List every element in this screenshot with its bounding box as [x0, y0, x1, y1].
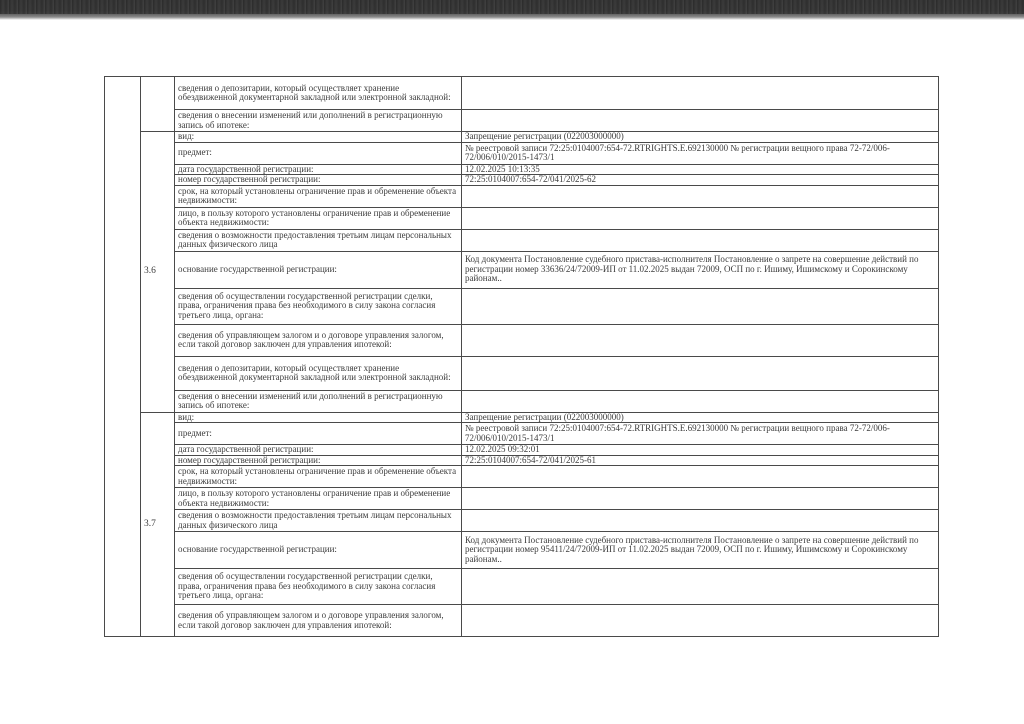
table-row	[105, 390, 939, 412]
table-row	[105, 488, 939, 510]
field-label: срок, на который установлены ограничение прав и обременение объекта недвижимости:	[175, 185, 462, 207]
field-label: срок, на который установлены ограничение прав и обременение объекта недвижимости:	[175, 466, 462, 488]
table-row	[105, 251, 939, 288]
table-row	[105, 132, 939, 143]
field-value	[462, 207, 939, 229]
field-value: 72:25:0104007:654-72/041/2025-61	[462, 455, 939, 466]
table-row	[105, 466, 939, 488]
scan-edge-strip	[0, 0, 1024, 14]
table-row	[105, 110, 939, 132]
table-row	[105, 324, 939, 356]
field-label: лицо, в пользу которого установлены ограничение прав и обременение объекта недвижимости:	[175, 488, 462, 510]
field-label: лицо, в пользу которого установлены ограничение прав и обременение объекта недвижимости:	[175, 207, 462, 229]
field-label: сведения о возможности предоставления третьим лицам персональных данных физического лица	[175, 229, 462, 251]
field-label: номер государственной регистрации:	[175, 455, 462, 466]
field-value	[462, 390, 939, 412]
field-value: Код документа Постановление судебного пристава-исполнителя Постановление о запрете на совершение действий по регистрации номер 95411/24/72009-ИП от 11.02.2025 выдан 72009, ОСП по г. Ишиму, Ишимскому и Сорокинскому районам..	[462, 532, 939, 569]
field-value	[462, 605, 939, 637]
table-row	[105, 532, 939, 569]
field-label: предмет:	[175, 423, 462, 445]
outer-margin-cell	[105, 77, 141, 637]
table-row	[105, 445, 939, 456]
table-row	[105, 185, 939, 207]
field-label: основание государственной регистрации:	[175, 251, 462, 288]
field-value	[462, 466, 939, 488]
field-label: предмет:	[175, 142, 462, 164]
table-row	[105, 288, 939, 324]
field-label: сведения об осуществлении государственной регистрации сделки, права, ограничения права без необходимого в силу закона согласия третьего лица, органа:	[175, 569, 462, 605]
field-label: дата государственной регистрации:	[175, 445, 462, 456]
table-row	[105, 423, 939, 445]
table-row	[105, 77, 939, 110]
field-value: 72:25:0104007:654-72/041/2025-62	[462, 175, 939, 186]
table-row	[105, 164, 939, 175]
field-value: № реестровой записи 72:25:0104007:654-72.RTRIGHTS.E.692130000 № регистрации вещного права 72-72/006-72/006/010/2015-1473/1	[462, 142, 939, 164]
table-row	[105, 229, 939, 251]
table-row	[105, 356, 939, 390]
field-value	[462, 110, 939, 132]
table-row	[105, 412, 939, 423]
table-row	[105, 207, 939, 229]
item-number-cell	[141, 412, 175, 637]
item-number: 3.7	[144, 518, 156, 529]
item-number-cell-continued	[141, 77, 175, 132]
field-value: № реестровой записи 72:25:0104007:654-72.RTRIGHTS.E.692130000 № регистрации вещного права 72-72/006-72/006/010/2015-1473/1	[462, 423, 939, 445]
field-label: сведения об управляющем залогом и о договоре управления залогом, если такой договор заключен для управления ипотекой:	[175, 324, 462, 356]
field-value	[462, 488, 939, 510]
field-value: Запрещение регистрации (022003000000)	[462, 132, 939, 143]
field-value	[462, 288, 939, 324]
field-value: 12.02.2025 10:13:35	[462, 164, 939, 175]
field-label: номер государственной регистрации:	[175, 175, 462, 186]
field-label: сведения о возможности предоставления третьим лицам персональных данных физического лица	[175, 510, 462, 532]
field-value: 12.02.2025 09:32:01	[462, 445, 939, 456]
field-label: вид:	[175, 132, 462, 143]
field-value: Запрещение регистрации (022003000000)	[462, 412, 939, 423]
field-value	[462, 569, 939, 605]
field-label: основание государственной регистрации:	[175, 532, 462, 569]
field-label: вид:	[175, 412, 462, 423]
field-label: сведения о депозитарии, который осуществляет хранение обездвиженной документарной закладной или электронной закладной:	[175, 77, 462, 110]
table-row	[105, 455, 939, 466]
field-value	[462, 324, 939, 356]
field-label: сведения о внесении изменений или дополнений в регистрационную запись об ипотеке:	[175, 390, 462, 412]
registry-table-body	[105, 77, 939, 637]
item-number: 3.6	[144, 266, 156, 276]
table-row	[105, 605, 939, 637]
field-label: сведения об осуществлении государственной регистрации сделки, права, ограничения права без необходимого в силу закона согласия третьего лица, органа:	[175, 288, 462, 324]
table-row	[105, 510, 939, 532]
table-row	[105, 569, 939, 605]
field-value	[462, 185, 939, 207]
field-label: дата государственной регистрации:	[175, 164, 462, 175]
field-label: сведения о внесении изменений или дополнений в регистрационную запись об ипотеке:	[175, 110, 462, 132]
field-value	[462, 229, 939, 251]
field-value: Код документа Постановление судебного пристава-исполнителя Постановление о запрете на совершение действий по регистрации номер 33636/24/72009-ИП от 11.02.2025 выдан 72009, ОСП по г. Ишиму, Ишимскому и Сорокинскому районам..	[462, 251, 939, 288]
field-value	[462, 356, 939, 390]
registry-table	[104, 76, 939, 637]
table-row	[105, 175, 939, 186]
field-value	[462, 510, 939, 532]
field-label: сведения об управляющем залогом и о договоре управления залогом, если такой договор заключен для управления ипотекой:	[175, 605, 462, 637]
item-number-cell	[141, 132, 175, 413]
field-value	[462, 77, 939, 110]
field-label: сведения о депозитарии, который осуществляет хранение обездвиженной документарной закладной или электронной закладной:	[175, 356, 462, 390]
table-row	[105, 142, 939, 164]
